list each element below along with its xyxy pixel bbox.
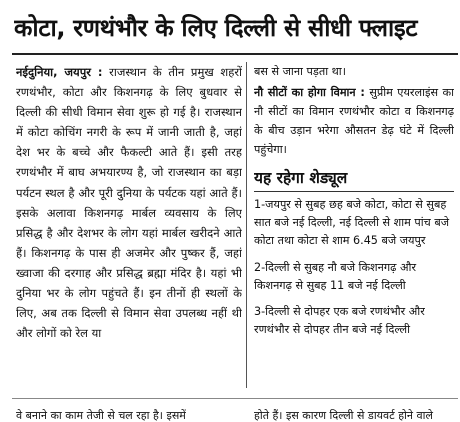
footer-rule	[12, 398, 458, 399]
schedule-item: 3-दिल्ली से दोपहर एक बजे रणथंभौर और रणथंभौर से दोपहर तीन बजे नई दिल्ली	[254, 305, 425, 337]
next-article-strip	[0, 408, 460, 422]
schedule-item: 2-दिल्ली से सुबह नौ बजे किशनगढ़ और किशनगढ़ से सुबह 11 बजे नई दिल्ली	[254, 260, 417, 292]
headline: कोटा, रणथंभौर के लिए दिल्ली से सीधी फ्लाइट	[14, 14, 418, 42]
footer-text-left: वे बनाने का काम तेजी से चल रहा है। इसमें	[16, 409, 186, 422]
article-column-left	[16, 62, 242, 388]
headline-rule	[12, 53, 458, 55]
article-column-right	[254, 62, 454, 392]
aircraft-paragraph	[254, 83, 454, 159]
column-divider	[246, 62, 247, 388]
schedule-heading: यह रहेगा शेड्यूल	[254, 167, 454, 192]
continuation-text: बस से जाना पड़ता था।	[254, 65, 346, 78]
article-body-left: राजस्थान के तीन प्रमुख शहरों रणथंभौर, कोटा और किशनगढ़ के लिए बुधवार से दिल्ली की सीधी विमान सेवा शुरू हो गई है। राजस्थान में कोटा कोचिंग नगरी के रूप में जानी जाती है, जहां देश भर के बच्चे और फैकल्टी आते हैं। इसी तरह रणथंभौर में बाघ अभयारण्य है, जो राजस्थान का बड़ा पर्यटन स्थल है और पूरी दुनिया के पर्यटक यहां आते हैं। इसके अलावा किशनगढ़ मार्बल व्यवसाय के लिए प्रसिद्ध है और देशभर के लोग यहां मार्बल खरीदने आते हैं। किशनगढ़ के पास ही अजमेर और पुष्कर हैं, जहां ख्वाजा की दरगाह और प्रसिद्ध ब्रह्मा मंदिर है। यहां भी दुनिया भर के लोग पहुंचते हैं। इन तीनों ही स्थलों के लिए, अब तक दिल्ली से विमान सेवा उपलब्ध नहीं थी और लोगों को रेल या	[16, 65, 242, 341]
aircraft-body: सुप्रीम एयरलाइंस का नौ सीटों का विमान रणथंभौर कोटा व किशनगढ़ के बीच उड़ान भरेगा औसतन डेढ़ घंटे में दिल्ली पहुंचेगा।	[254, 86, 454, 156]
dateline: नईदुनिया, जयपुर :	[16, 65, 103, 79]
aircraft-subhead: नौ सीटों का होगा विमान :	[254, 86, 365, 99]
schedule-item: 1-जयपुर से सुबह छह बजे कोटा, कोटा से सुबह सात बजे नई दिल्ली, नई दिल्ली से शाम पांच बजे कोटा तथा कोटा से शाम 6.45 बजे जयपुर	[254, 198, 450, 248]
footer-text-right: होते हैं। इस कारण दिल्ली से डायवर्ट होने वाले	[254, 409, 433, 422]
